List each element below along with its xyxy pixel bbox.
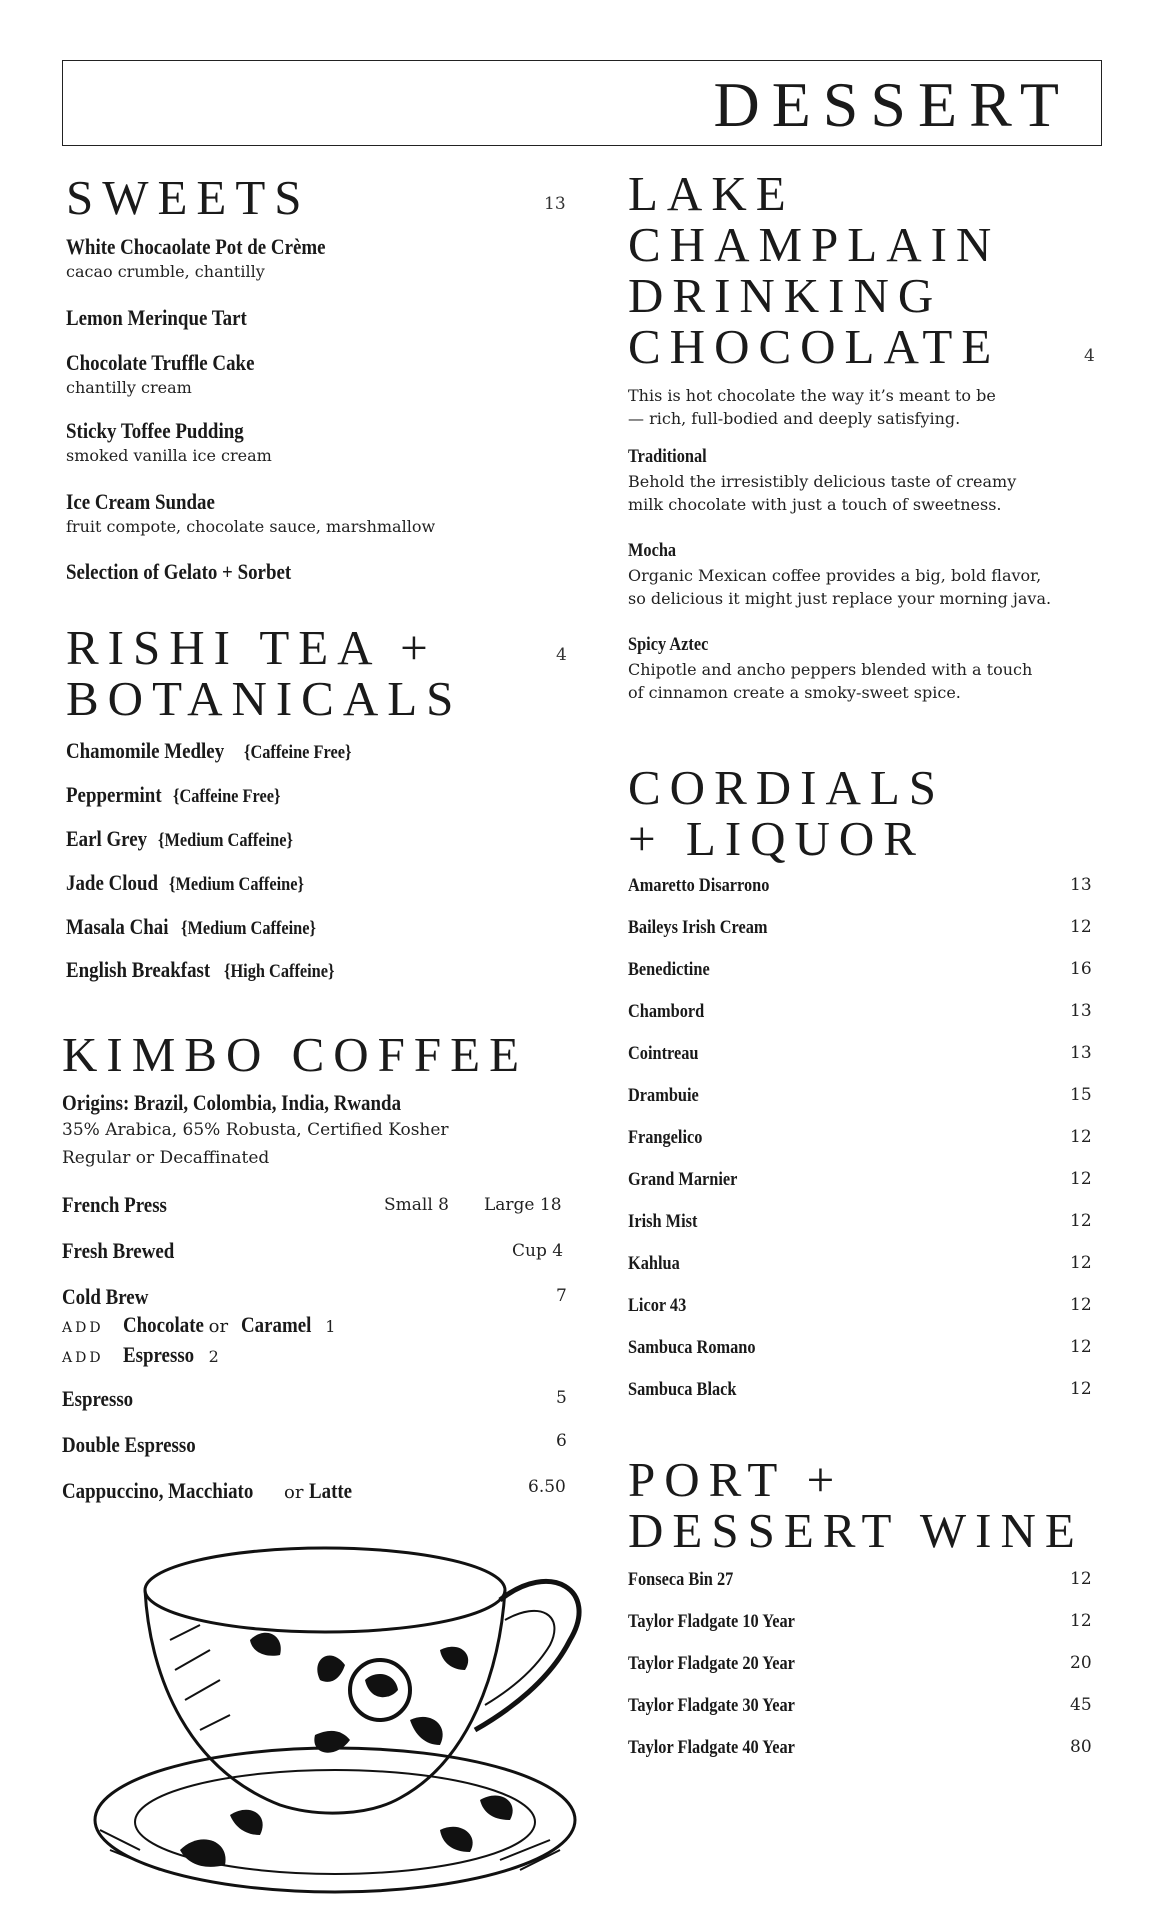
item-price: 12: [1070, 1295, 1092, 1315]
add-label: ADD: [62, 1320, 104, 1336]
coffee-options: Regular or Decaffinated: [62, 1148, 270, 1168]
tea-name: Peppermint: [66, 782, 162, 807]
double-espresso-item: [62, 1432, 217, 1458]
french-press-item: [62, 1192, 184, 1218]
add-on-row: [62, 1342, 219, 1368]
add-label: ADD: [62, 1350, 104, 1366]
tea-name: Chamomile Medley: [66, 738, 225, 763]
rose-decoration: [180, 1633, 513, 1867]
item-price: 12: [1070, 1253, 1092, 1273]
item-name: Kahlua: [628, 1253, 680, 1274]
item-name: Taylor Fladgate 40 Year: [628, 1737, 795, 1758]
chocolate-heading-line: LAKE: [628, 166, 795, 221]
port-item: [628, 1567, 750, 1593]
coffee-heading: KIMBO COFFEE: [62, 1027, 529, 1082]
sweets-item: [66, 489, 435, 538]
item-name: Baileys Irish Cream: [628, 917, 768, 938]
item-name: Irish Mist: [628, 1211, 698, 1232]
tea-name: Masala Chai: [66, 914, 169, 939]
sweets-item: [66, 234, 368, 283]
tea-caffeine: {Caffeine Free}: [173, 786, 281, 807]
chocolate-heading: [628, 168, 1000, 372]
cordials-item: [628, 1083, 710, 1109]
item-name: Ice Cream Sundae: [66, 489, 215, 514]
item-name: Frangelico: [628, 1127, 703, 1148]
item-price: 12: [1070, 1211, 1092, 1231]
item-price: 12: [1070, 1611, 1092, 1631]
port-heading-line2: DESSERT WINE: [628, 1503, 1084, 1558]
item-name: Taylor Fladgate 30 Year: [628, 1695, 795, 1716]
coffee-blend: 35% Arabica, 65% Robusta, Certified Kosher: [62, 1120, 449, 1140]
tea-caffeine: {Caffeine Free}: [243, 742, 352, 763]
item-price: 12: [1070, 1379, 1092, 1399]
page-title: DESSERT: [713, 69, 1071, 140]
item-price: 16: [1070, 959, 1092, 979]
item-name: French Press: [62, 1192, 167, 1217]
item-name: Mocha: [628, 540, 677, 561]
item-name: Chocolate Truffle Cake: [66, 350, 255, 375]
tea-item: [66, 826, 315, 852]
espresso-item: [62, 1386, 145, 1412]
cordials-item: [628, 1293, 696, 1319]
cordials-item: [628, 1377, 754, 1403]
chocolate-heading-line: DRINKING: [628, 268, 943, 323]
cordials-heading: [628, 762, 945, 864]
cappuccino-price: 6.50: [528, 1477, 566, 1497]
item-desc-line: so delicious it might just replace your morning java.: [628, 589, 1052, 608]
port-item: [628, 1735, 822, 1761]
item-price: 80: [1070, 1737, 1092, 1757]
item-desc: chantilly cream: [66, 378, 192, 397]
item-name: Cointreau: [628, 1043, 699, 1064]
sweets-item: [66, 305, 276, 331]
sweets-item: [66, 350, 285, 399]
tea-item: [66, 914, 338, 940]
item-name: Taylor Fladgate 10 Year: [628, 1611, 795, 1632]
chocolate-item: [628, 538, 1051, 610]
item-name: Benedictine: [628, 959, 710, 980]
tea-name: English Breakfast: [66, 957, 211, 982]
item-name: Drambuie: [628, 1085, 699, 1106]
sweets-heading: SWEETS: [66, 170, 311, 225]
item-name: Licor 43: [628, 1295, 687, 1316]
tea-caffeine: {Medium Caffeine}: [158, 830, 294, 851]
chocolate-intro: [628, 384, 996, 430]
cordials-item: [628, 1335, 776, 1361]
title-box: [62, 60, 1102, 146]
item-name: White Chocaolate Pot de Crème: [66, 234, 326, 259]
item-price: 12: [1070, 1169, 1092, 1189]
item-desc: fruit compote, chocolate sauce, marshmallow: [66, 517, 436, 536]
cordials-item: [628, 1251, 688, 1277]
sweets-price: 13: [544, 194, 566, 214]
item-desc-line: milk chocolate with just a touch of sweetness.: [628, 495, 1002, 514]
item-name: Traditional: [628, 446, 707, 467]
tea-heading-line1: RISHI TEA +: [66, 620, 437, 675]
cup-rim: [145, 1548, 505, 1632]
item-name: Lemon Merinque Tart: [66, 305, 247, 330]
chocolate-heading-line: CHAMPLAIN: [628, 217, 1001, 272]
tea-name: Jade Cloud: [66, 870, 159, 895]
cup-handle: [475, 1581, 579, 1730]
item-price: 15: [1070, 1085, 1092, 1105]
item-name: Grand Marnier: [628, 1169, 738, 1190]
item-price: 12: [1070, 1569, 1092, 1589]
sweets-item: [66, 559, 328, 585]
tea-heading-line2: BOTANICALS: [66, 671, 463, 726]
french-press-small: Small 8: [384, 1195, 449, 1215]
double-espresso-price: 6: [556, 1431, 567, 1451]
cappuccino-item: [62, 1478, 359, 1504]
item-price: 12: [1070, 1127, 1092, 1147]
teacup-illustration: [80, 1530, 600, 1910]
add-on-name: Caramel: [241, 1312, 312, 1337]
cordials-item: [628, 999, 717, 1025]
item-desc-line: Behold the irresistibly delicious taste of creamy: [628, 472, 1017, 491]
cold-brew-item: [62, 1284, 162, 1310]
port-item: [628, 1609, 822, 1635]
item-name: Fonseca Bin 27: [628, 1569, 734, 1590]
port-item: [628, 1651, 822, 1677]
cordials-item: [628, 1041, 710, 1067]
chocolate-heading-line: CHOCOLATE: [628, 319, 1001, 374]
item-name: Chambord: [628, 1001, 705, 1022]
add-on-price: 2: [208, 1347, 219, 1366]
cordials-heading-line1: CORDIALS: [628, 760, 946, 815]
item-name: Amaretto Disarrono: [628, 875, 770, 896]
cordials-heading-line2: + LIQUOR: [628, 811, 925, 866]
item-price: 45: [1070, 1695, 1092, 1715]
item-name: Fresh Brewed: [62, 1238, 175, 1263]
intro-line: This is hot chocolate the way it’s meant to be: [628, 386, 996, 405]
tea-name: Earl Grey: [66, 826, 148, 851]
fresh-brewed-price: Cup 4: [512, 1241, 564, 1261]
add-on-name: Espresso: [122, 1342, 194, 1367]
french-press-large: Large 18: [484, 1195, 562, 1215]
item-name: Taylor Fladgate 20 Year: [628, 1653, 795, 1674]
item-name: Sticky Toffee Pudding: [66, 418, 244, 443]
coffee-origins-block: [62, 1090, 456, 1172]
add-or: or: [208, 1316, 229, 1337]
cappuccino-or: or: [284, 1482, 304, 1503]
port-heading-line1: PORT +: [628, 1452, 844, 1507]
item-desc: smoked vanilla ice cream: [66, 446, 272, 465]
add-on-price: 1: [325, 1317, 336, 1336]
item-price: 20: [1070, 1653, 1092, 1673]
intro-line: — rich, full-bodied and deeply satisfying.: [628, 409, 961, 428]
item-desc-line: Chipotle and ancho peppers blended with a touch: [628, 660, 1033, 679]
cordials-item: [628, 1125, 715, 1151]
item-name: Latte: [308, 1478, 352, 1503]
item-name: Cappuccino, Macchiato: [62, 1478, 254, 1503]
tea-caffeine: {Medium Caffeine}: [181, 918, 317, 939]
item-name: Sambuca Romano: [628, 1337, 756, 1358]
item-price: 13: [1070, 1043, 1092, 1063]
item-desc-line: Organic Mexican coffee provides a big, bold flavor,: [628, 566, 1042, 585]
coffee-origins: Origins: Brazil, Colombia, India, Rwanda: [62, 1090, 402, 1115]
chocolate-item: [628, 444, 1016, 516]
item-name: Spicy Aztec: [628, 634, 709, 655]
tea-item: [66, 782, 298, 808]
add-on-name: Chocolate: [122, 1312, 204, 1337]
tea-caffeine: {Medium Caffeine}: [168, 874, 304, 895]
item-price: 12: [1070, 1337, 1092, 1357]
item-name: Cold Brew: [62, 1284, 149, 1309]
chocolate-price: 4: [1084, 346, 1095, 366]
item-price: 12: [1070, 917, 1092, 937]
cordials-item: [628, 1167, 755, 1193]
fresh-brewed-item: [62, 1238, 193, 1264]
tea-item: [66, 957, 352, 983]
cold-brew-price: 7: [556, 1286, 567, 1306]
cordials-item: [628, 915, 790, 941]
item-name: Sambuca Black: [628, 1379, 737, 1400]
tea-caffeine: {High Caffeine}: [223, 961, 335, 982]
chocolate-item: [628, 632, 1032, 704]
cordials-item: [628, 873, 792, 899]
cordials-item: [628, 1209, 709, 1235]
item-price: 13: [1070, 1001, 1092, 1021]
port-item: [628, 1693, 822, 1719]
item-name: Espresso: [62, 1386, 134, 1411]
item-name: Selection of Gelato + Sorbet: [66, 559, 292, 584]
espresso-price: 5: [556, 1388, 567, 1408]
sweets-item: [66, 418, 273, 467]
item-name: Double Espresso: [62, 1432, 196, 1457]
tea-item: [66, 738, 369, 764]
item-desc-line: of cinnamon create a smoky-sweet spice.: [628, 683, 961, 702]
add-on-row: [62, 1312, 335, 1338]
tea-price: 4: [556, 645, 567, 665]
tea-item: [66, 870, 326, 896]
item-price: 13: [1070, 875, 1092, 895]
tea-heading: [66, 622, 462, 724]
cordials-item: [628, 957, 723, 983]
port-heading: [628, 1454, 1084, 1556]
item-desc: cacao crumble, chantilly: [66, 262, 265, 281]
